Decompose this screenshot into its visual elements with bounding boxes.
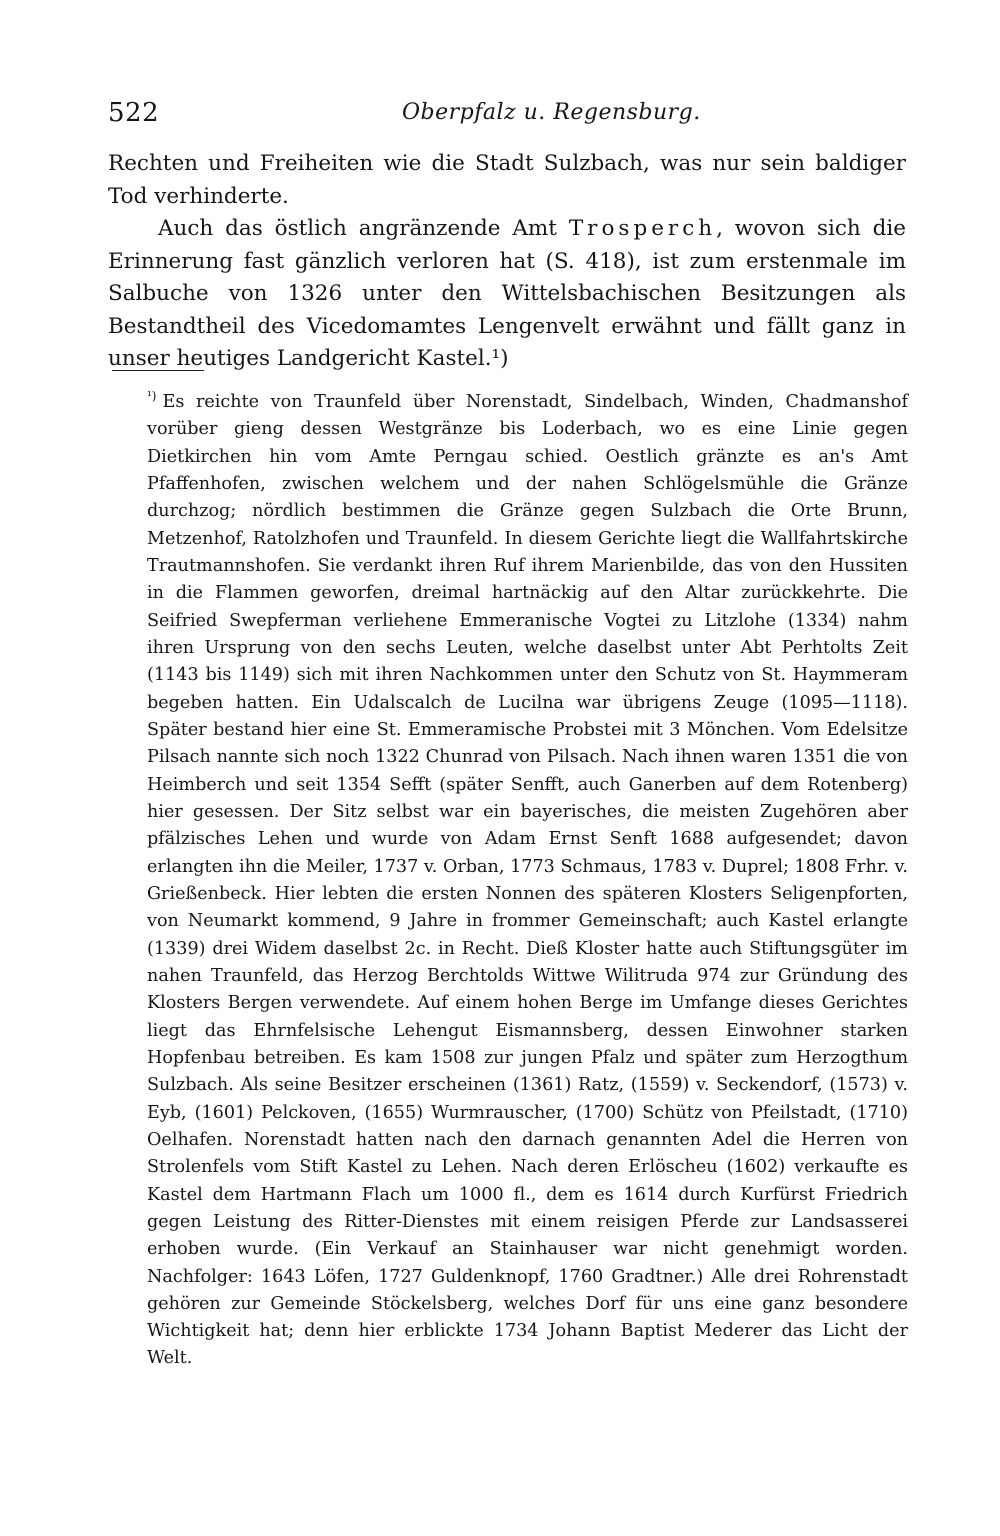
page-header: [108, 96, 906, 136]
footnote-reference: ¹): [491, 346, 509, 371]
footnote-text: Es reichte von Traunfeld über Norenstadt, Sindelbach, Winden, Chadmanshof vorüber gieng dessen Westgränze bis Loderbach, wo es eine Linie gegen Dietkirchen hin vom Amte Perngau schied. Oestlich gränzte es an's Amt Pfaffenhofen, zwischen welchem und der nahen Schlögelsmühle die Gränze durchzog; nördlich bestimmen die Gränze gegen Sulzbach die Orte Brunn, Metzenhof, Ratolzhofen und Traunfeld. In diesem Gerichte liegt die Wallfahrtskirche Trautmannshofen. Sie verdankt ihren Ruf ihrem Marienbilde, das von den Hussiten in die Flammen geworfen, dreimal hartnäckig auf den Altar zurückkehrte. Die Seifried Swepferman verliehene Emmeranische Vogtei zu Litzlohe (1334) nahm ihren Ursprung von den sechs Leuten, welche daselbst unter Abt Perhtolts Zeit (1143 bis 1149) sich mit ihren Nachkommen unter den Schutz von St. Haymmeram begeben hatten. Ein Udalscalch de Lucilna war übrigens Zeuge (1095—1118). Später bestand hier eine St. Emmeramische Probstei mit 3 Mönchen. Vom Edelsitze Pilsach nannte sich noch 1322 Chunrad von Pilsach. Nach ihnen waren 1351 die von Heimberch und seit 1354 Sefft (später Senfft, auch Ganerben auf dem Rotenberg) hier gesessen. Der Sitz selbst war ein bayerisches, die meisten Zugehören aber pfälzisches Lehen und wurde von Adam Ernst Senft 1688 aufgesendet; davon erlangten ihn die Meiler, 1737 v. Orban, 1773 Schmaus, 1783 v. Duprel; 1808 Frhr. v. Grießenbeck. Hier lebten die ersten Nonnen des späteren Klosters Seligenpforten, von Neumarkt kommend, 9 Jahre in frommer Gemeinschaft; auch Kastel erlangte (1339) drei Widem daselbst 2c. in Recht. Dieß Kloster hatte auch Stiftungsgüter im nahen Traunfeld, das Herzog Berchtolds Wittwe Wilitruda 974 zur Gründung des Klosters Bergen verwendete. Auf einem hohen Berge im Umfange dieses Gerichtes liegt das Ehrnfelsische Lehengut Eismannsberg, dessen Einwohner starken Hopfenbau betreiben. Es kam 1508 zur jungen Pfalz und später zum Herzogthum Sulzbach. Als seine Besitzer erscheinen (1361) Ratz, (1559) v. Seckendorf, (1573) v. Eyb, (1601) Pelckoven, (1655) Wurmrauscher, (1700) Schütz von Pfeilstadt, (1710) Oelhafen. Norenstadt hatten nach den darnach genannten Adel die Herren von Strolenfels vom Stift Kastel zu Lehen. Nach deren Erlöscheu (1602) verkaufte es Kastel dem Hartmann Flach um 1000 fl., dem es 1614 durch Kurfürst Friedrich gegen Leistung des Ritter-Dienstes mit einem reisigen Pferde zur Landsasserei erhoben wurde. (Ein Verkauf an Stainhauser war nicht genehmigt worden. Nachfolger: 1643 Löfen, 1727 Guldenknopf, 1760 Gradtner.) Alle drei Rohrenstadt gehören zur Gemeinde Stöckelsberg, welches Dorf für uns eine ganz besondere Wichtigkeit hat; denn hier erblickte 1734 Johann Baptist Mederer das Licht der Welt.: [147, 392, 908, 1369]
paragraph-continuation: Rechten und Freiheiten wie die Stadt Sulzbach, was nur sein baldiger Tod verhinderte.: [108, 151, 906, 209]
paragraph-trosperch: [108, 213, 906, 376]
page-number: 522: [108, 98, 160, 128]
main-text: [108, 148, 906, 376]
footnote-marker: ¹): [147, 389, 157, 403]
running-title: Oberpfalz u. Regensburg.: [402, 100, 701, 125]
footnote-separator: [112, 370, 204, 371]
footnote: [147, 383, 908, 1373]
paragraph-text-end: , wovon sich die Erinnerung fast gänzlich verloren hat (S. 418), ist zum erstenmale im Salbuche von 1326 unter den Wittelsbachischen Besitzungen als Bestandtheil des Vicedomamtes Lengenvelt erwähnt und fällt ganz in unser heutiges Landgericht Kastel.: [108, 216, 906, 371]
spaced-place-name: Trosperch: [568, 216, 717, 241]
paragraph-text-start: Auch das östlich angränzende Amt: [158, 216, 557, 241]
